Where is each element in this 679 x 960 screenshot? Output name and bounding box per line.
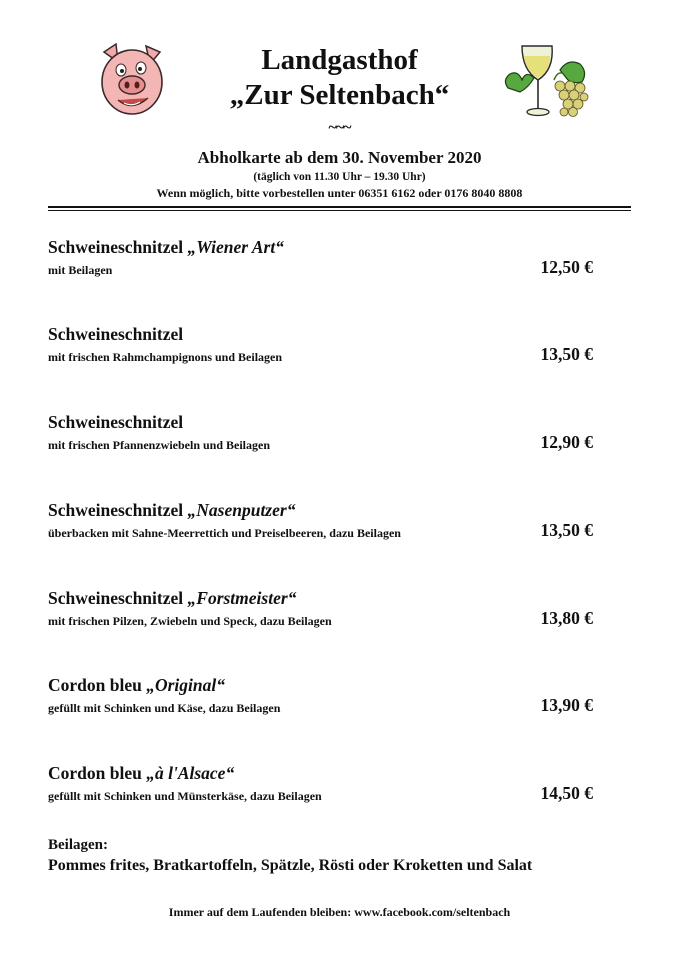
menu-item-description: gefüllt mit Schinken und Münsterkäse, dazu Beilagen [48, 789, 322, 803]
menu-item-price: 13,50 € [540, 344, 593, 364]
menu-item-price: 13,50 € [540, 520, 593, 540]
menu-item-description: überbacken mit Sahne-Meerrettich und Preiselbeeren, dazu Beilagen [48, 526, 401, 540]
menu-item-variant: „Forstmeister“ [187, 588, 297, 608]
restaurant-name-line2: „Zur Seltenbach“ [229, 79, 450, 111]
sides-heading: Beilagen: [48, 837, 108, 853]
menu-item-name: Schweineschnitzel „Nasenputzer“ [48, 500, 296, 520]
menu-item [48, 499, 593, 559]
menu-item-variant: „Wiener Art“ [187, 237, 284, 257]
menu-item [48, 323, 593, 383]
header-divider-thin [48, 210, 631, 211]
menu-item-price: 12,50 € [540, 257, 593, 277]
menu-item-price: 12,90 € [540, 432, 593, 452]
menu-item-description: mit frischen Pfannenzwiebeln und Beilagen [48, 438, 271, 452]
menu-item-description: mit frischen Pilzen, Zwiebeln und Speck, dazu Beilagen [48, 614, 332, 628]
menu-item-name: Cordon bleu „à l'Alsace“ [48, 763, 235, 783]
menu-item [48, 411, 593, 471]
restaurant-name-line1: Landgasthof [261, 44, 418, 76]
footer-facebook-note: Immer auf dem Laufenden bleiben: www.facebook.com/seltenbach [168, 905, 511, 919]
menu-item-variant: „Original“ [146, 675, 225, 695]
menu-item-variant: „Nasenputzer“ [187, 500, 296, 520]
menu-item [48, 762, 593, 822]
menu-item-variant: „à l'Alsace“ [146, 763, 235, 783]
menu-item-price: 13,80 € [540, 608, 593, 628]
sides-list: Pommes frites, Bratkartoffeln, Spätzle, Rösti oder Kroketten und Salat [48, 857, 533, 874]
menu-item-name: Schweineschnitzel [48, 324, 184, 344]
menu-item-name: Cordon bleu „Original“ [48, 675, 225, 695]
menu-item [48, 587, 593, 647]
header-divider [48, 206, 631, 208]
phone-note: Wenn möglich, bitte vorbestellen unter 06351 6162 oder 0176 8040 8808 [156, 186, 523, 200]
menu-item-name: Schweineschnitzel „Forstmeister“ [48, 588, 297, 608]
menu-item-name: Schweineschnitzel „Wiener Art“ [48, 237, 284, 257]
menu-item-name: Schweineschnitzel [48, 412, 184, 432]
menu-item-price: 13,90 € [540, 695, 593, 715]
menu-subtitle: Abholkarte ab dem 30. November 2020 [197, 148, 482, 167]
menu-item [48, 674, 593, 734]
opening-hours: (täglich von 11.30 Uhr – 19.30 Uhr) [253, 171, 426, 183]
menu-item-description: mit frischen Rahmchampignons und Beilagen [48, 350, 283, 364]
menu-item-price: 14,50 € [540, 783, 593, 803]
menu-item-description: gefüllt mit Schinken und Käse, dazu Beilagen [48, 701, 281, 715]
menu-item-description: mit Beilagen [48, 263, 113, 277]
ornament: ~~~ [328, 119, 351, 136]
menu-item [48, 236, 593, 296]
